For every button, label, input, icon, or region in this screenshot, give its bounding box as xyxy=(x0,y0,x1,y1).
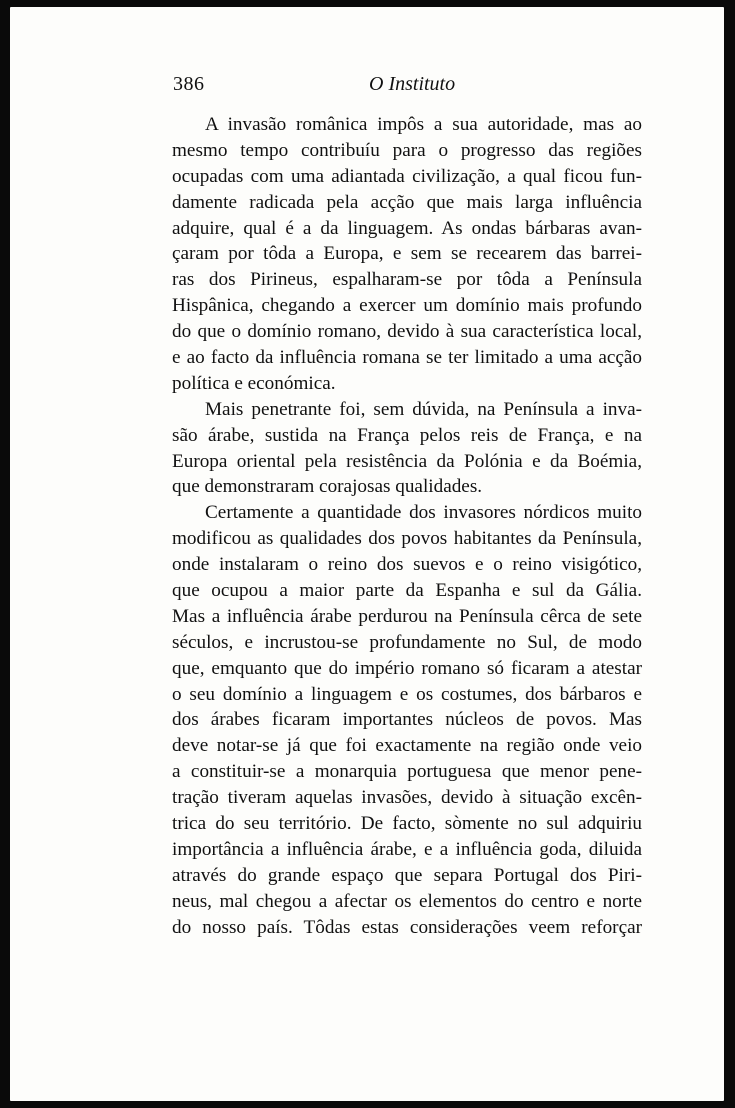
body-text xyxy=(172,112,642,941)
running-title: O Instituto xyxy=(369,73,456,95)
text-line: através do grande espaço que separa Portugal dos Piri- xyxy=(172,864,642,886)
text-line: damente radicada pela acção que mais larga influência xyxy=(172,191,642,213)
text-line: mesmo tempo contribuíu para o progresso das regiões xyxy=(172,139,642,161)
text-line: modificou as qualidades dos povos habitantes da Península, xyxy=(172,528,642,550)
text-line: Certamente a quantidade dos invasores nórdicos muito xyxy=(205,502,642,524)
text-line: são árabe, sustida na França pelos reis de França, e na xyxy=(172,424,642,446)
text-line: que, emquanto que do império romano só ficaram a atestar xyxy=(172,657,642,679)
text-line: séculos, e incrustou-se profundamente no Sul, de modo xyxy=(172,631,642,653)
text-line: o seu domínio a linguagem e os costumes, dos bárbaros e xyxy=(172,683,642,705)
text-line: Hispânica, chegando a exercer um domínio mais profundo xyxy=(172,295,642,317)
text-line: do nosso país. Tôdas estas considerações veem reforçar xyxy=(172,916,642,938)
text-line: a constituir-se a monarquia portuguesa que menor pene- xyxy=(172,761,642,783)
text-line: do que o domínio romano, devido à sua característica local, xyxy=(172,321,642,343)
text-line: que ocupou a maior parte da Espanha e sul da Gália. xyxy=(172,580,642,602)
text-line: que demonstraram corajosas qualidades. xyxy=(172,476,483,498)
text-line: Mas a influência árabe perdurou na Península cêrca de sete xyxy=(172,605,642,627)
text-line: deve notar-se já que foi exactamente na região onde veio xyxy=(172,735,642,757)
text-line: política e económica. xyxy=(172,372,336,394)
text-line: Europa oriental pela resistência da Polónia e da Boémia, xyxy=(172,450,642,472)
paragraph xyxy=(172,397,642,501)
text-line: dos árabes ficaram importantes núcleos de povos. Mas xyxy=(172,709,642,731)
paragraph xyxy=(172,500,642,940)
text-line: ocupadas com uma adiantada civilização, a qual ficou fun- xyxy=(172,165,642,187)
text-line: onde instalaram o reino dos suevos e o reino visigótico, xyxy=(172,554,642,576)
text-line: e ao facto da influência romana se ter limitado a uma acção xyxy=(172,347,642,369)
text-line: Mais penetrante foi, sem dúvida, na Península a inva- xyxy=(205,398,642,420)
text-line: importância a influência árabe, e a influência goda, diluida xyxy=(172,838,642,860)
text-line: çaram por tôda a Europa, e sem se recearem das barrei- xyxy=(172,243,642,265)
paragraph xyxy=(172,112,642,397)
text-line: ras dos Pirineus, espalharam-se por tôda a Península xyxy=(172,269,642,291)
text-line: adquire, qual é a da linguagem. As ondas bárbaras avan- xyxy=(172,217,642,239)
text-line: A invasão românica impôs a sua autoridade, mas ao xyxy=(205,114,642,135)
text-line: neus, mal chegou a afectar os elementos do centro e norte xyxy=(172,890,642,912)
page-number: 386 xyxy=(173,73,205,95)
text-line: trica do seu território. De facto, sòmente no sul adquiriu xyxy=(172,813,642,835)
text-line: tração tiveram aquelas invasões, devido à situação excên- xyxy=(172,787,642,809)
